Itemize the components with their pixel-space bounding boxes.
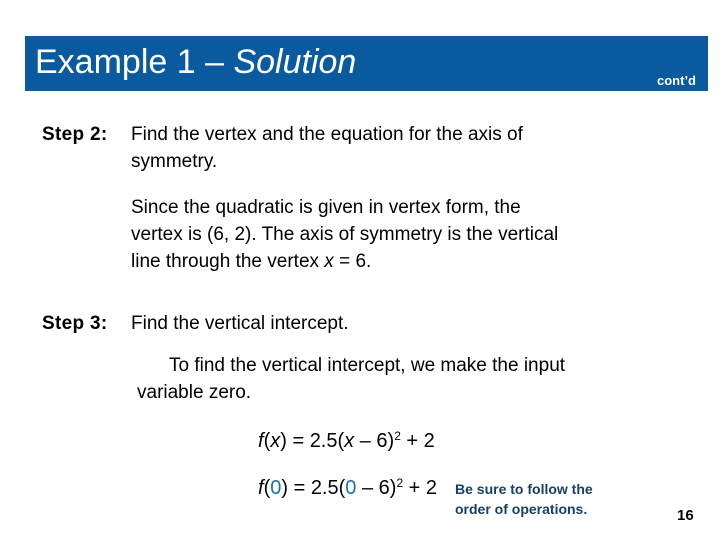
page-number: 16 (677, 507, 694, 524)
title-bar (25, 36, 708, 91)
vertex-line-3: line through the vertex x = 6. (131, 251, 372, 272)
slide-title (35, 42, 356, 82)
vertex-line-2: vertex is (6, 2). The axis of symmetry is the vertical (131, 224, 559, 245)
step-2-line-2: symmetry. (131, 151, 218, 172)
step-2-line-1: Find the vertex and the equation for the axis of (131, 124, 523, 145)
title-main: Example 1 – (35, 43, 234, 81)
intercept-line-2: variable zero. (137, 382, 252, 403)
evaluated-equation: f(0) = 2.5(0 – 6)$^2$ + 2 (258, 476, 438, 499)
function-equation: f(x) = 2.5(x – 6)$^2$ + 2 (258, 429, 435, 452)
operations-note (455, 479, 593, 519)
vertex-explanation (131, 194, 558, 275)
intercept-line-1: To find the vertical intercept, we make the input (169, 355, 566, 376)
input-zero-1: 0 (270, 477, 282, 499)
note-line-2: order of operations. (455, 501, 588, 517)
input-zero-2: 0 (345, 477, 357, 499)
title-italic: Solution (233, 43, 357, 81)
intercept-explanation (137, 352, 565, 406)
continued-label: cont’d (657, 73, 696, 88)
note-line-1: Be sure to follow the (455, 481, 593, 497)
step-3-label: Step 3: (42, 313, 108, 334)
vertex-line-1: Since the quadratic is given in vertex form, the (131, 197, 521, 218)
step-3-text: Find the vertical intercept. (131, 313, 349, 334)
step-2-label: Step 2: (42, 124, 108, 145)
step-2-text (131, 121, 523, 175)
